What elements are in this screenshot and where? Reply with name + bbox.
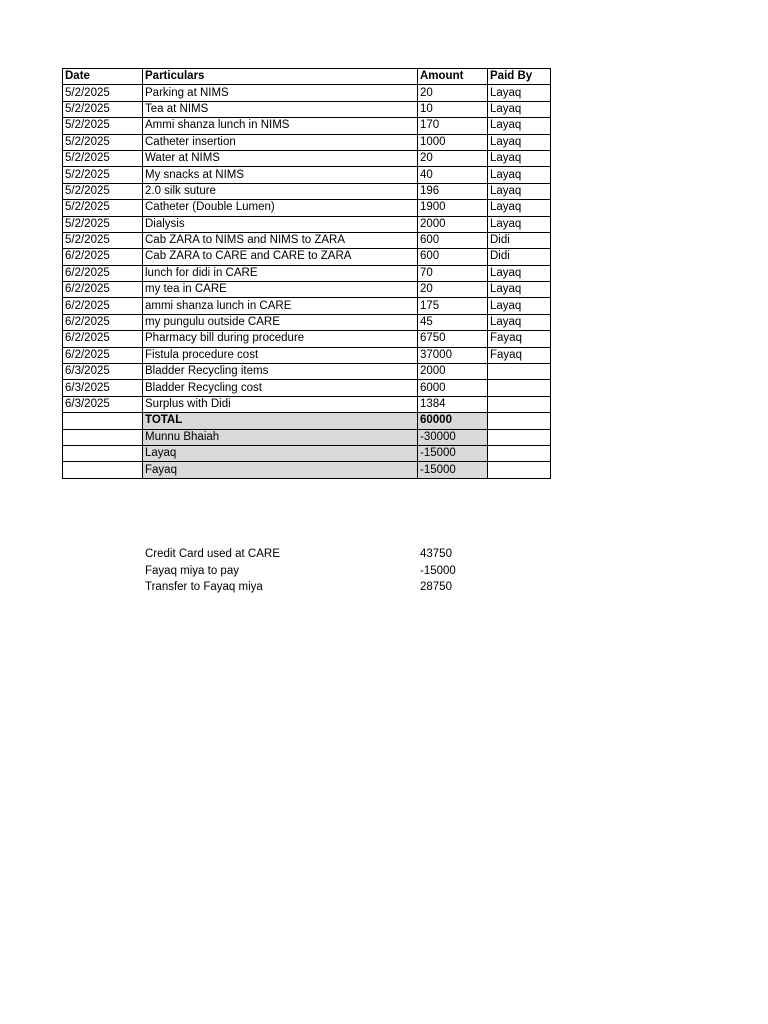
particulars-cell[interactable]: Cab ZARA to CARE and CARE to ZARA [143, 249, 418, 265]
share-row [63, 462, 551, 478]
paid-by-cell[interactable]: Layaq [488, 118, 551, 134]
particulars-cell[interactable]: My snacks at NIMS [143, 167, 418, 183]
date-cell[interactable]: 6/2/2025 [63, 282, 143, 298]
amount-cell[interactable]: 170 [418, 118, 488, 134]
date-cell[interactable]: 6/3/2025 [63, 364, 143, 380]
particulars-cell[interactable]: Parking at NIMS [143, 85, 418, 101]
amount-cell[interactable]: 10 [418, 101, 488, 117]
share-date-cell[interactable] [63, 429, 143, 445]
date-cell[interactable]: 5/2/2025 [63, 232, 143, 248]
amount-cell[interactable]: 1000 [418, 134, 488, 150]
summary-label[interactable]: Fayaq miya to pay [145, 564, 239, 577]
shares-section [63, 429, 551, 478]
table-row [63, 200, 551, 216]
date-cell[interactable]: 5/2/2025 [63, 134, 143, 150]
total-amount[interactable]: 60000 [418, 413, 488, 429]
particulars-cell[interactable]: Bladder Recycling cost [143, 380, 418, 396]
date-cell[interactable]: 6/2/2025 [63, 265, 143, 281]
paid-by-cell[interactable]: Layaq [488, 200, 551, 216]
amount-cell[interactable]: 20 [418, 85, 488, 101]
paid-by-cell[interactable] [488, 396, 551, 412]
share-amount[interactable]: -15000 [418, 462, 488, 478]
table-row [63, 118, 551, 134]
particulars-cell[interactable]: Pharmacy bill during procedure [143, 331, 418, 347]
date-cell[interactable]: 6/2/2025 [63, 331, 143, 347]
paid-by-cell[interactable]: Layaq [488, 101, 551, 117]
share-name[interactable]: Layaq [143, 445, 418, 461]
paid-by-cell[interactable]: Fayaq [488, 347, 551, 363]
particulars-cell[interactable]: Ammi shanza lunch in NIMS [143, 118, 418, 134]
date-cell[interactable]: 6/2/2025 [63, 314, 143, 330]
date-cell[interactable]: 5/2/2025 [63, 200, 143, 216]
total-label[interactable]: TOTAL [143, 413, 418, 429]
amount-cell[interactable]: 70 [418, 265, 488, 281]
table-row [63, 331, 551, 347]
amount-cell[interactable]: 45 [418, 314, 488, 330]
table-row [63, 216, 551, 232]
table-row [63, 347, 551, 363]
date-cell[interactable]: 6/2/2025 [63, 249, 143, 265]
particulars-cell[interactable]: Tea at NIMS [143, 101, 418, 117]
share-amount[interactable]: -15000 [418, 445, 488, 461]
total-paid-cell[interactable] [488, 413, 551, 429]
date-cell[interactable]: 5/2/2025 [63, 183, 143, 199]
table-row [63, 85, 551, 101]
amount-cell[interactable]: 196 [418, 183, 488, 199]
amount-cell[interactable]: 20 [418, 282, 488, 298]
particulars-cell[interactable]: 2.0 silk suture [143, 183, 418, 199]
header-paid-by[interactable]: Paid By [488, 69, 551, 85]
amount-cell[interactable]: 600 [418, 249, 488, 265]
share-date-cell[interactable] [63, 445, 143, 461]
total-row [63, 413, 551, 429]
particulars-cell[interactable]: my tea in CARE [143, 282, 418, 298]
table-row [63, 380, 551, 396]
particulars-cell[interactable]: Cab ZARA to NIMS and NIMS to ZARA [143, 232, 418, 248]
table-row [63, 167, 551, 183]
header-row [63, 69, 551, 85]
amount-cell[interactable]: 600 [418, 232, 488, 248]
amount-cell[interactable]: 1384 [418, 396, 488, 412]
amount-cell[interactable]: 6000 [418, 380, 488, 396]
amount-cell[interactable]: 6750 [418, 331, 488, 347]
paid-by-cell[interactable] [488, 380, 551, 396]
summary-value[interactable]: -15000 [420, 564, 456, 577]
particulars-cell[interactable]: Surplus with Didi [143, 396, 418, 412]
amount-cell[interactable]: 37000 [418, 347, 488, 363]
date-cell[interactable]: 5/2/2025 [63, 167, 143, 183]
table-row [63, 265, 551, 281]
date-cell[interactable]: 6/2/2025 [63, 298, 143, 314]
table-row [63, 396, 551, 412]
amount-cell[interactable]: 175 [418, 298, 488, 314]
amount-cell[interactable]: 1900 [418, 200, 488, 216]
share-name[interactable]: Munnu Bhaiah [143, 429, 418, 445]
particulars-cell[interactable]: Bladder Recycling items [143, 364, 418, 380]
table-row [63, 134, 551, 150]
summary-label[interactable]: Transfer to Fayaq miya [145, 581, 263, 593]
paid-by-cell[interactable]: Didi [488, 232, 551, 248]
paid-by-cell[interactable]: Layaq [488, 314, 551, 330]
table-row [63, 249, 551, 265]
paid-by-cell[interactable]: Layaq [488, 298, 551, 314]
amount-cell[interactable]: 40 [418, 167, 488, 183]
particulars-cell[interactable]: Water at NIMS [143, 150, 418, 166]
date-cell[interactable]: 5/2/2025 [63, 150, 143, 166]
share-date-cell[interactable] [63, 462, 143, 478]
header-particulars[interactable]: Particulars [143, 69, 418, 85]
summary-value[interactable]: 43750 [420, 548, 452, 560]
particulars-cell[interactable]: Fistula procedure cost [143, 347, 418, 363]
share-name[interactable]: Fayaq [143, 462, 418, 478]
paid-by-cell[interactable]: Layaq [488, 167, 551, 183]
date-cell[interactable]: 5/2/2025 [63, 118, 143, 134]
table-row [63, 101, 551, 117]
header-amount[interactable]: Amount [418, 69, 488, 85]
paid-by-cell[interactable] [488, 364, 551, 380]
total-date-cell[interactable] [63, 413, 143, 429]
amount-cell[interactable]: 2000 [418, 216, 488, 232]
date-cell[interactable]: 5/2/2025 [63, 101, 143, 117]
date-cell[interactable]: 5/2/2025 [63, 85, 143, 101]
share-paid-cell[interactable] [488, 445, 551, 461]
paid-by-cell[interactable]: Layaq [488, 85, 551, 101]
paid-by-cell[interactable]: Layaq [488, 282, 551, 298]
paid-by-cell[interactable]: Layaq [488, 183, 551, 199]
paid-by-cell[interactable]: Layaq [488, 150, 551, 166]
particulars-cell[interactable]: lunch for didi in CARE [143, 265, 418, 281]
table-row [63, 183, 551, 199]
amount-cell[interactable]: 20 [418, 150, 488, 166]
particulars-cell[interactable]: my pungulu outside CARE [143, 314, 418, 330]
summary-value[interactable]: 28750 [420, 581, 452, 593]
share-paid-cell[interactable] [488, 429, 551, 445]
table-row [63, 298, 551, 314]
paid-by-cell[interactable]: Fayaq [488, 331, 551, 347]
share-row [63, 429, 551, 445]
table-row [63, 232, 551, 248]
share-amount[interactable]: -30000 [418, 429, 488, 445]
particulars-cell[interactable]: Dialysis [143, 216, 418, 232]
table-row [63, 364, 551, 380]
particulars-cell[interactable]: ammi shanza lunch in CARE [143, 298, 418, 314]
paid-by-cell[interactable]: Layaq [488, 265, 551, 281]
summary-label[interactable]: Credit Card used at CARE [145, 548, 280, 560]
totals-section [63, 413, 551, 429]
date-cell[interactable]: 6/3/2025 [63, 396, 143, 412]
paid-by-cell[interactable]: Layaq [488, 216, 551, 232]
particulars-cell[interactable]: Catheter insertion [143, 134, 418, 150]
date-cell[interactable]: 6/3/2025 [63, 380, 143, 396]
header-date[interactable]: Date [63, 69, 143, 85]
paid-by-cell[interactable]: Layaq [488, 134, 551, 150]
table-body [63, 85, 551, 413]
table-row [63, 282, 551, 298]
expense-table [62, 68, 551, 479]
date-cell[interactable]: 6/2/2025 [63, 347, 143, 363]
table-row [63, 314, 551, 330]
share-row [63, 445, 551, 461]
date-cell[interactable]: 5/2/2025 [63, 216, 143, 232]
amount-cell[interactable]: 2000 [418, 364, 488, 380]
share-paid-cell[interactable] [488, 462, 551, 478]
table-row [63, 150, 551, 166]
particulars-cell[interactable]: Catheter (Double Lumen) [143, 200, 418, 216]
paid-by-cell[interactable]: Didi [488, 249, 551, 265]
